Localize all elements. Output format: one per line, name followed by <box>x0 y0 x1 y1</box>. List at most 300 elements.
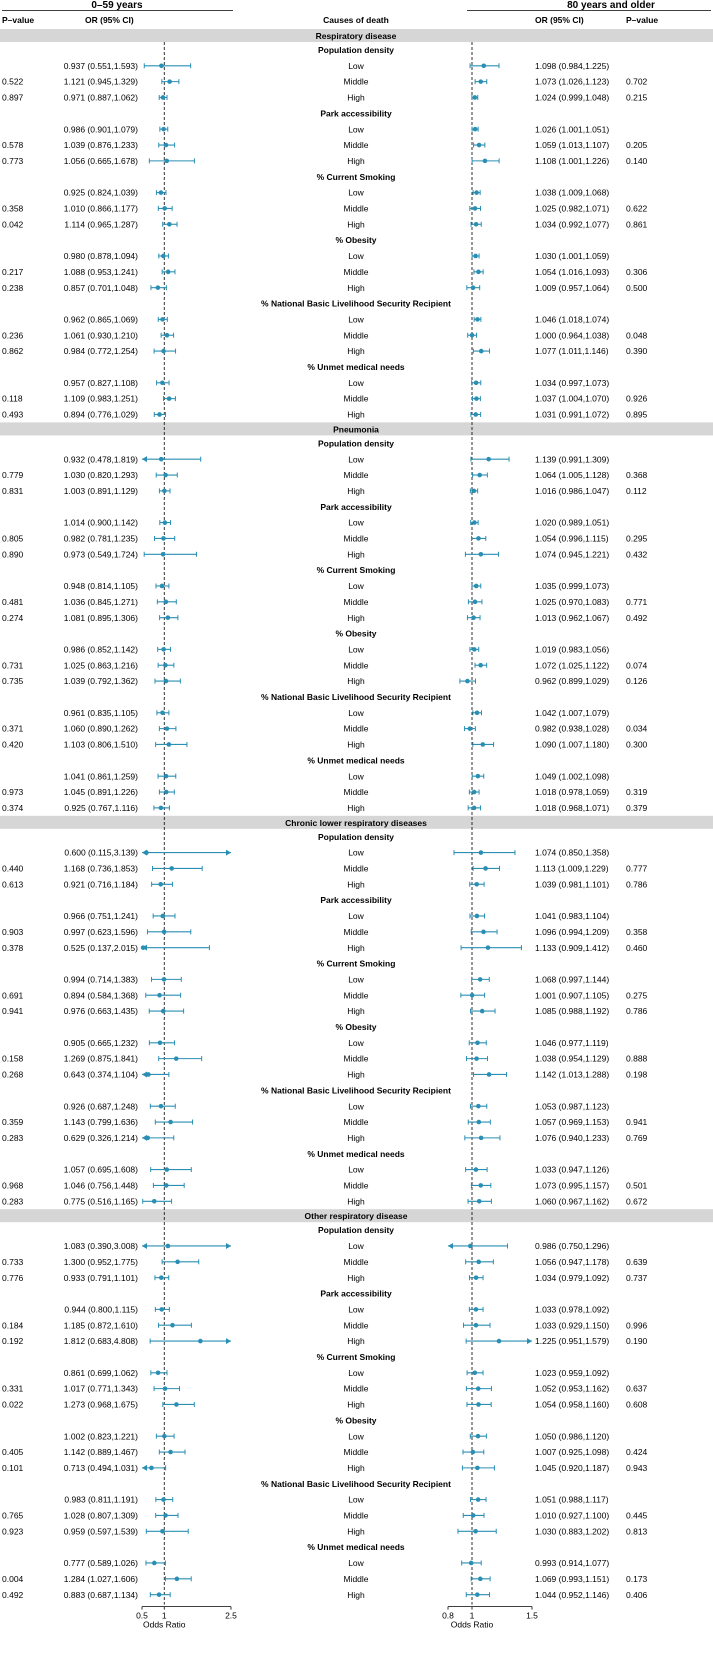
right-p-value: 0.996 <box>626 1320 648 1331</box>
left-or-text: 1.003 (0.891,1.129) <box>63 485 138 496</box>
left-or-text: 1.168 (0.736,1.853) <box>63 863 138 874</box>
level-label: High <box>347 1132 365 1143</box>
left-point-estimate <box>163 1386 168 1391</box>
right-or-text: 1.053 (0.987,1.123) <box>535 1101 610 1112</box>
left-or-text: 1.114 (0.965,1.287) <box>64 219 138 230</box>
right-point-estimate <box>478 1183 483 1188</box>
right-point-estimate <box>474 1167 479 1172</box>
right-point-estimate <box>471 1513 476 1518</box>
left-or-text: 0.932 (0.478,1.819) <box>63 454 138 465</box>
left-or-text: 0.986 (0.901,1.079) <box>63 124 138 135</box>
right-or-text: 1.108 (1.001,1.226) <box>535 155 610 166</box>
left-or-text: 0.976 (0.663,1.435) <box>63 1006 138 1017</box>
left-p-value: 0.862 <box>2 346 24 357</box>
level-label: Middle <box>343 1320 369 1331</box>
left-point-estimate <box>164 790 169 795</box>
left-p-value: 0.578 <box>2 140 24 151</box>
left-point-estimate <box>198 1339 203 1344</box>
right-p-value: 0.424 <box>626 1447 648 1458</box>
level-label: Middle <box>343 203 369 214</box>
right-or-text: 1.076 (0.940,1.233) <box>535 1132 610 1143</box>
left-p-value: 0.691 <box>2 990 24 1001</box>
right-or-text: 1.025 (0.982,1.071) <box>535 203 610 214</box>
left-point-estimate <box>160 317 165 322</box>
level-label: High <box>347 739 365 750</box>
right-or-text: 1.069 (0.993,1.151) <box>535 1573 610 1584</box>
right-p-value: 0.786 <box>626 1006 648 1017</box>
left-or-text: 0.973 (0.549,1.724) <box>63 549 138 560</box>
group-title: % Obesity <box>335 235 377 246</box>
left-or-text: 1.103 (0.806,1.510) <box>63 739 138 750</box>
right-point-estimate <box>481 930 486 935</box>
left-or-text: 1.002 (0.823,1.221) <box>63 1431 138 1442</box>
left-or-text: 0.921 (0.716,1.184) <box>63 879 138 890</box>
left-point-estimate <box>166 615 171 620</box>
left-p-value: 0.374 <box>2 802 24 813</box>
level-label: Middle <box>343 1447 369 1458</box>
right-or-text: 1.001 (0.907,1.105) <box>535 990 610 1001</box>
right-or-text: 1.042 (1.007,1.079) <box>535 707 610 718</box>
right-or-text: 1.035 (0.999,1.073) <box>535 581 610 592</box>
level-label: High <box>347 219 365 230</box>
right-or-text: 1.050 (0.986,1.120) <box>535 1431 610 1442</box>
right-p-value: 0.813 <box>626 1526 648 1537</box>
left-ci-arrow-left <box>142 1243 147 1249</box>
right-p-value: 0.275 <box>626 990 648 1001</box>
right-or-text: 1.010 (0.927,1.100) <box>535 1510 610 1521</box>
right-or-text: 1.074 (0.850,1.358) <box>535 847 610 858</box>
right-point-estimate <box>476 774 481 779</box>
right-p-value: 0.500 <box>626 282 648 293</box>
right-point-estimate <box>468 1244 473 1249</box>
level-label: High <box>347 1399 365 1410</box>
right-p-value: 0.140 <box>626 155 648 166</box>
left-or-text: 0.933 (0.791,1.101) <box>63 1272 138 1283</box>
right-point-estimate <box>475 1592 480 1597</box>
right-point-estimate <box>470 333 475 338</box>
left-p-value: 0.331 <box>2 1383 24 1394</box>
level-label: Low <box>348 581 364 592</box>
group-title: % National Basic Livelihood Security Recipient <box>261 1085 451 1096</box>
level-label: Low <box>348 1304 364 1315</box>
left-x-tick-label: 2.5 <box>225 1610 237 1621</box>
left-point-estimate <box>162 977 167 982</box>
right-point-estimate <box>468 726 473 731</box>
left-p-value: 0.613 <box>2 879 24 890</box>
group-title: % National Basic Livelihood Security Recipient <box>261 692 451 702</box>
right-point-estimate <box>486 457 491 462</box>
left-or-text: 0.894 (0.584,1.368) <box>63 990 138 1001</box>
right-point-estimate <box>479 349 484 354</box>
right-x-tick-label: 1 <box>469 1610 475 1621</box>
left-or-text: 0.994 (0.714,1.383) <box>63 974 138 985</box>
left-or-text: 0.966 (0.751,1.241) <box>63 911 138 922</box>
left-point-estimate <box>159 190 164 195</box>
left-p-value: 0.184 <box>2 1320 24 1331</box>
right-point-estimate <box>473 254 478 259</box>
left-point-estimate <box>163 520 168 525</box>
left-or-text: 1.300 (0.952,1.775) <box>63 1256 138 1267</box>
level-label: Middle <box>343 1256 369 1267</box>
left-point-estimate <box>167 222 172 227</box>
left-point-estimate <box>164 159 169 164</box>
right-or-text: 1.059 (1.013,1.107) <box>535 140 610 151</box>
level-label: Middle <box>343 533 369 544</box>
right-or-text: 1.139 (0.991,1.309) <box>535 454 610 465</box>
left-or-text: 1.143 (0.799,1.636) <box>63 1117 138 1128</box>
group-title: Park accessibility <box>320 501 392 512</box>
right-or-text: 1.013 (0.962,1.067) <box>535 612 610 623</box>
left-p-value: 0.283 <box>2 1132 24 1143</box>
left-p-value: 0.731 <box>2 660 24 671</box>
left-p-value: 0.903 <box>2 926 24 937</box>
right-point-estimate <box>473 95 478 100</box>
group-title: % Unmet medical needs <box>307 1148 405 1159</box>
right-point-estimate <box>476 1260 481 1265</box>
group-title: Park accessibility <box>320 108 392 119</box>
left-p-value: 0.118 <box>2 393 23 404</box>
left-or-text: 1.083 (0.390,3.008) <box>63 1241 138 1252</box>
right-point-estimate <box>475 914 480 919</box>
right-p-value: 0.300 <box>626 739 648 750</box>
left-point-estimate <box>167 79 172 84</box>
right-or-text: 1.068 (0.997,1.144) <box>535 974 610 985</box>
right-point-estimate <box>473 600 478 605</box>
left-or-text: 0.643 (0.374,1.104) <box>63 1069 138 1080</box>
level-label: Middle <box>343 723 369 734</box>
right-p-value: 0.637 <box>626 1383 648 1394</box>
left-or-text: 0.883 (0.687,1.134) <box>63 1589 138 1600</box>
right-p-value: 0.737 <box>626 1272 648 1283</box>
left-point-estimate <box>145 1136 150 1141</box>
left-ci-arrow-right <box>226 850 231 856</box>
left-p-header: P–value <box>2 15 35 25</box>
right-point-estimate <box>476 1434 481 1439</box>
left-point-estimate <box>164 600 169 605</box>
left-ci-arrow-left <box>142 1465 147 1471</box>
right-p-value: 0.769 <box>626 1132 648 1143</box>
right-p-value: 0.379 <box>626 802 648 813</box>
right-point-estimate <box>497 1339 502 1344</box>
section-title: Other respiratory disease <box>304 1211 408 1222</box>
left-p-value: 0.268 <box>2 1069 24 1080</box>
left-or-text: 1.046 (0.756,1.448) <box>63 1180 138 1191</box>
left-or-text: 0.926 (0.687,1.248) <box>63 1101 138 1112</box>
right-or-text: 1.073 (1.026,1.123) <box>535 76 610 87</box>
left-or-text: 1.284 (1.027,1.606) <box>63 1573 138 1584</box>
group-title: % Current Smoking <box>316 171 396 182</box>
left-point-estimate <box>164 143 169 148</box>
level-label: High <box>347 1526 365 1537</box>
left-point-estimate <box>165 726 170 731</box>
right-point-estimate <box>479 850 484 855</box>
right-p-value: 0.205 <box>626 140 648 151</box>
left-or-text: 0.713 (0.494,1.031) <box>63 1462 138 1473</box>
level-label: Low <box>348 187 364 198</box>
left-point-estimate <box>161 647 166 652</box>
right-or-text: 1.046 (1.018,1.074) <box>535 314 610 325</box>
section-title: Respiratory disease <box>315 31 397 41</box>
right-point-estimate <box>475 317 480 322</box>
right-p-value: 0.358 <box>626 926 648 937</box>
left-point-estimate <box>168 1120 173 1125</box>
right-or-text: 1.024 (0.999,1.048) <box>535 92 610 103</box>
left-p-value: 0.733 <box>2 1256 24 1267</box>
right-point-estimate <box>474 396 479 401</box>
level-label: High <box>347 282 365 293</box>
left-p-value: 0.101 <box>2 1462 24 1473</box>
left-or-text: 1.081 (0.895,1.306) <box>63 612 138 623</box>
right-or-text: 1.073 (0.995,1.157) <box>535 1180 610 1191</box>
left-point-estimate <box>160 380 165 385</box>
left-p-value: 0.022 <box>2 1399 24 1410</box>
right-or-text: 1.098 (0.984,1.225) <box>535 60 610 71</box>
left-or-text: 1.056 (0.665,1.678) <box>63 155 138 166</box>
right-point-estimate <box>480 1009 485 1014</box>
right-or-text: 1.045 (0.920,1.187) <box>535 1462 610 1473</box>
left-or-text: 0.957 (0.827,1.108) <box>63 377 138 388</box>
left-or-text: 0.894 (0.776,1.029) <box>63 409 138 420</box>
right-p-value: 0.926 <box>626 393 648 404</box>
right-p-value: 0.895 <box>626 409 648 420</box>
level-label: High <box>347 1196 365 1207</box>
right-or-text: 1.034 (0.979,1.092) <box>535 1272 610 1283</box>
right-or-text: 1.074 (0.945,1.221) <box>535 549 610 560</box>
right-or-text: 1.023 (0.959,1.092) <box>535 1367 610 1378</box>
right-point-estimate <box>479 552 484 557</box>
left-p-value: 0.440 <box>2 863 24 874</box>
right-x-tick-label: 0.8 <box>442 1610 454 1621</box>
level-label: Middle <box>343 393 369 404</box>
right-point-estimate <box>481 63 486 68</box>
left-p-value: 0.890 <box>2 549 24 560</box>
right-or-text: 1.030 (1.001,1.059) <box>535 251 610 262</box>
level-label: Low <box>348 1037 364 1048</box>
right-p-value: 0.390 <box>626 346 648 357</box>
right-point-estimate <box>475 1040 480 1045</box>
left-p-value: 0.493 <box>2 409 24 420</box>
left-or-text: 0.775 (0.516,1.165) <box>63 1196 138 1207</box>
left-point-estimate <box>152 1561 157 1566</box>
level-label: High <box>347 549 365 560</box>
right-point-estimate <box>474 882 479 887</box>
left-p-value: 0.192 <box>2 1336 24 1347</box>
right-or-text: 0.982 (0.938,1.028) <box>535 723 610 734</box>
right-point-estimate <box>474 222 479 227</box>
section-title: Chronic lower respiratory diseases <box>285 817 427 828</box>
right-p-value: 0.445 <box>626 1510 648 1521</box>
left-or-text: 1.060 (0.890,1.262) <box>63 723 138 734</box>
group-title: % National Basic Livelihood Security Recipient <box>261 298 451 309</box>
right-p-value: 0.943 <box>626 1462 648 1473</box>
right-p-value: 0.460 <box>626 942 648 953</box>
right-p-value: 0.777 <box>626 863 648 874</box>
right-point-estimate <box>474 1307 479 1312</box>
level-label: Middle <box>343 1573 369 1584</box>
left-or-text: 1.039 (0.792,1.362) <box>63 676 138 687</box>
left-x-axis-label: Odds Ratio <box>142 1619 186 1630</box>
right-p-value: 0.048 <box>626 330 648 341</box>
group-title: % National Basic Livelihood Security Recipient <box>261 1478 451 1489</box>
right-p-value: 0.432 <box>626 549 648 560</box>
group-title: Population density <box>317 45 395 55</box>
left-or-text: 0.905 (0.665,1.232) <box>63 1037 138 1048</box>
left-point-estimate <box>158 882 163 887</box>
left-or-text: 0.629 (0.326,1.214) <box>63 1132 138 1143</box>
left-point-estimate <box>158 1040 163 1045</box>
level-label: Middle <box>343 596 369 607</box>
right-or-text: 1.009 (0.957,1.064) <box>535 282 610 293</box>
right-x-tick-label: 1.5 <box>526 1610 538 1621</box>
left-point-estimate <box>163 1513 168 1518</box>
right-or-text: 0.962 (0.899,1.029) <box>535 676 610 687</box>
level-label: Low <box>348 1101 364 1112</box>
right-point-estimate <box>483 159 488 164</box>
left-point-estimate <box>159 806 164 811</box>
right-or-text: 1.018 (0.968,1.071) <box>535 802 610 813</box>
left-or-header: OR (95% CI) <box>85 15 134 25</box>
section-title: Pneumonia <box>333 424 379 435</box>
level-label: Low <box>348 454 364 465</box>
right-or-text: 1.060 (0.967,1.162) <box>535 1196 610 1207</box>
right-or-text: 1.039 (0.981,1.101) <box>535 879 610 890</box>
left-panel-title: 0–59 years <box>91 0 143 11</box>
left-p-value: 0.042 <box>2 219 24 230</box>
left-p-value: 0.371 <box>2 723 24 734</box>
level-label: Low <box>348 847 364 858</box>
left-p-value: 0.217 <box>2 266 24 277</box>
left-x-tick-label: 0.5 <box>136 1610 148 1621</box>
left-or-text: 0.982 (0.781,1.235) <box>63 533 138 544</box>
left-p-value: 0.236 <box>2 330 24 341</box>
right-or-text: 1.038 (0.954,1.129) <box>535 1053 610 1064</box>
right-p-value: 0.034 <box>626 723 648 734</box>
level-label: Low <box>348 1367 364 1378</box>
right-or-text: 1.085 (0.988,1.192) <box>535 1006 610 1017</box>
left-p-value: 0.973 <box>2 787 24 798</box>
left-or-text: 1.088 (0.953,1.241) <box>63 266 138 277</box>
left-point-estimate <box>164 679 169 684</box>
level-label: High <box>347 942 365 953</box>
level-label: High <box>347 1006 365 1017</box>
right-point-estimate <box>473 412 478 417</box>
left-point-estimate <box>149 1466 154 1471</box>
right-p-value: 0.861 <box>626 219 648 230</box>
right-p-value: 0.406 <box>626 1589 648 1600</box>
left-point-estimate <box>161 1497 166 1502</box>
right-or-text: 1.052 (0.953,1.162) <box>535 1383 610 1394</box>
left-or-text: 0.861 (0.699,1.062) <box>63 1367 138 1378</box>
level-label: Middle <box>343 787 369 798</box>
right-point-estimate <box>474 584 479 589</box>
left-or-text: 0.984 (0.772,1.254) <box>63 346 138 357</box>
group-title: Park accessibility <box>320 895 392 906</box>
right-or-text: 1.034 (0.997,1.073) <box>535 377 610 388</box>
right-p-header: P–value <box>626 15 659 25</box>
middle-header: Causes of death <box>323 15 389 25</box>
right-or-text: 1.113 (1.009,1.229) <box>535 863 609 874</box>
right-or-text: 1.018 (0.978,1.059) <box>535 787 610 798</box>
right-or-text: 1.072 (1.025,1.122) <box>535 660 610 671</box>
left-point-estimate <box>170 1323 175 1328</box>
left-point-estimate <box>167 396 172 401</box>
left-p-value: 0.405 <box>2 1447 24 1458</box>
left-or-text: 1.057 (0.695,1.608) <box>63 1164 138 1175</box>
left-point-estimate <box>162 930 167 935</box>
left-ci-arrow-left <box>142 456 147 462</box>
level-label: Low <box>348 707 364 718</box>
left-or-text: 0.525 (0.137,2.015) <box>63 942 138 953</box>
right-or-text: 1.046 (0.977,1.119) <box>535 1037 609 1048</box>
left-or-text: 1.028 (0.807,1.309) <box>63 1510 138 1521</box>
left-point-estimate <box>161 536 166 541</box>
right-or-text: 1.090 (1.007,1.180) <box>535 739 610 750</box>
left-point-estimate <box>164 1167 169 1172</box>
right-ci-arrow-left <box>448 1243 453 1249</box>
right-or-text: 1.000 (0.964,1.038) <box>535 330 610 341</box>
level-label: Middle <box>343 470 369 481</box>
right-point-estimate <box>472 806 477 811</box>
left-point-estimate <box>157 1592 162 1597</box>
right-or-text: 1.026 (1.001,1.051) <box>535 124 610 135</box>
left-point-estimate <box>161 254 166 259</box>
level-label: Middle <box>343 1383 369 1394</box>
right-point-estimate <box>478 977 483 982</box>
level-label: Low <box>348 974 364 985</box>
level-label: High <box>347 879 365 890</box>
level-label: Low <box>348 60 364 71</box>
left-point-estimate <box>167 742 172 747</box>
group-title: Park accessibility <box>320 1288 392 1299</box>
left-p-value: 0.776 <box>2 1272 24 1283</box>
right-point-estimate <box>473 127 478 132</box>
level-label: High <box>347 485 365 496</box>
right-point-estimate <box>475 710 480 715</box>
level-label: Middle <box>343 1510 369 1521</box>
left-point-estimate <box>174 1402 179 1407</box>
group-title: % Unmet medical needs <box>307 1542 405 1553</box>
right-or-text: 1.049 (1.002,1.098) <box>535 771 610 782</box>
left-or-text: 1.039 (0.876,1.233) <box>63 140 138 151</box>
left-point-estimate <box>166 270 171 275</box>
group-title: Population density <box>317 438 395 449</box>
left-p-value: 0.283 <box>2 1196 24 1207</box>
left-or-text: 0.925 (0.824,1.039) <box>63 187 138 198</box>
right-point-estimate <box>474 380 479 385</box>
level-label: Low <box>348 517 364 528</box>
right-point-estimate <box>477 473 482 478</box>
left-or-text: 0.777 (0.589,1.026) <box>63 1558 138 1569</box>
right-or-text: 1.031 (0.991,1.072) <box>535 409 610 420</box>
left-point-estimate <box>159 1307 164 1312</box>
left-or-text: 0.937 (0.551,1.593) <box>63 60 138 71</box>
right-or-text: 1.033 (0.929,1.150) <box>535 1320 610 1331</box>
left-point-estimate <box>168 1450 173 1455</box>
left-point-estimate <box>163 473 168 478</box>
left-p-value: 0.805 <box>2 533 24 544</box>
left-ci-arrow-right <box>226 1243 231 1249</box>
level-label: Middle <box>343 330 369 341</box>
level-label: High <box>347 346 365 357</box>
left-or-text: 0.600 (0.115,3.139) <box>64 847 138 858</box>
group-title: % Obesity <box>335 1415 377 1426</box>
left-point-estimate <box>175 1260 180 1265</box>
level-label: High <box>347 1069 365 1080</box>
left-p-value: 0.522 <box>2 76 24 87</box>
left-x-tick-label: 1 <box>161 1610 167 1621</box>
left-or-text: 0.962 (0.865,1.069) <box>63 314 138 325</box>
level-label: Low <box>348 1431 364 1442</box>
